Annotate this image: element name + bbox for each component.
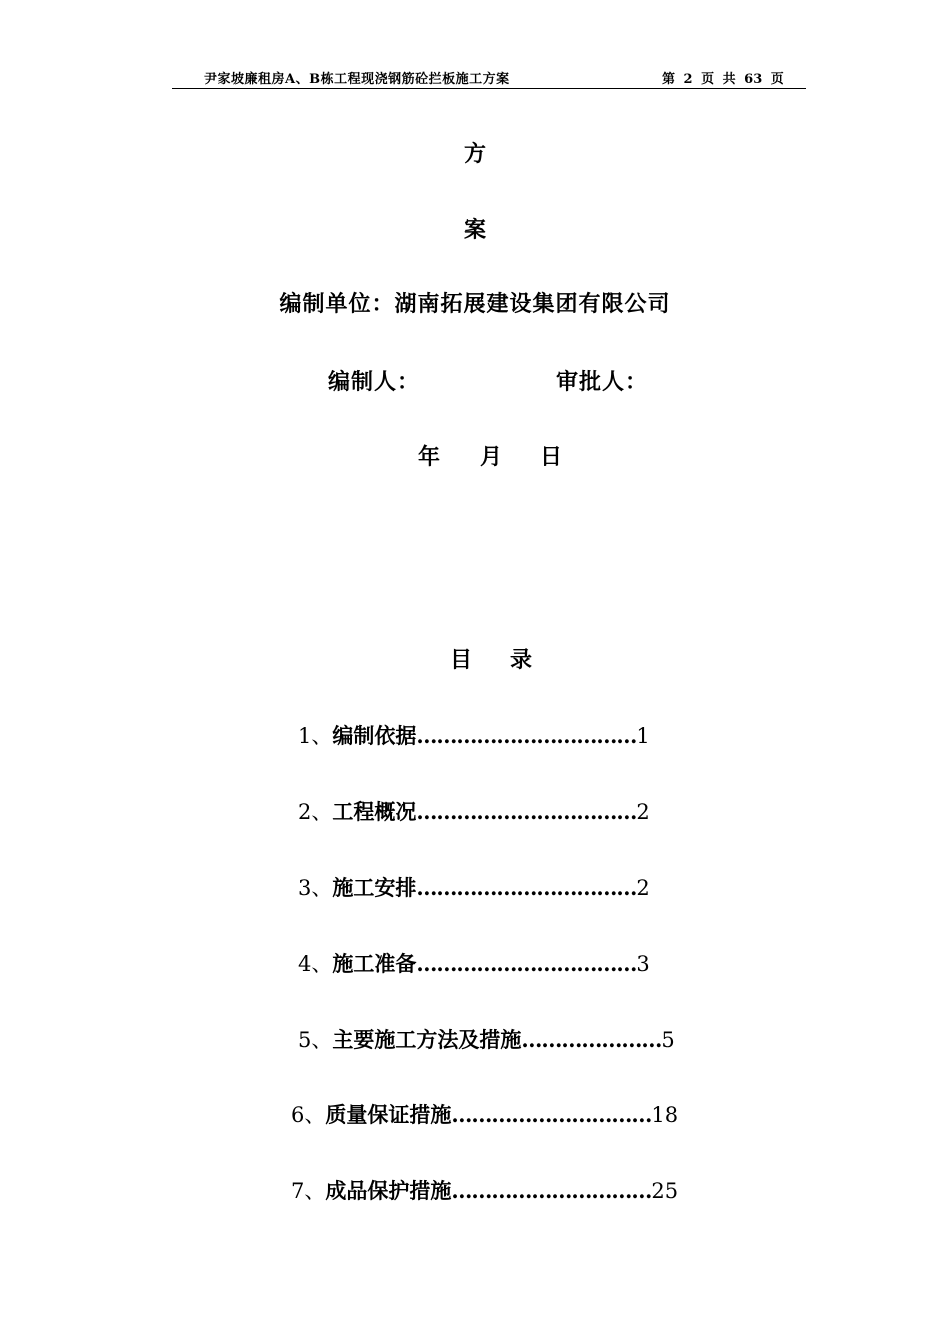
page-header xyxy=(172,64,806,89)
date-month: 月 xyxy=(480,444,503,470)
toc-item xyxy=(298,948,650,978)
toc-item-number: 3、 xyxy=(298,876,333,900)
toc-title xyxy=(0,643,950,673)
toc-item-leader: …………………………… xyxy=(416,799,637,824)
cover-title-char-2: 案 xyxy=(463,217,486,243)
header-page-number: 第 2 页 共 63 页 xyxy=(662,72,784,87)
toc-item-leader: …………………………… xyxy=(416,723,637,748)
toc-item-label: 质量保证措施 xyxy=(325,1102,452,1127)
toc-item-leader: ………………………… xyxy=(451,1178,652,1203)
toc-item-leader: ………………… xyxy=(521,1027,662,1052)
toc-item-label: 工程概况 xyxy=(332,799,417,824)
toc-item-number: 6、 xyxy=(291,1103,326,1127)
toc-item xyxy=(298,796,650,826)
toc-item-number: 2、 xyxy=(298,800,333,824)
toc-item xyxy=(291,1099,678,1129)
toc-title-char-2: 录 xyxy=(510,647,533,673)
toc-item-label: 主要施工方法及措施 xyxy=(332,1027,522,1052)
toc-item-leader: ………………………… xyxy=(451,1102,652,1127)
toc-item-page: 2 xyxy=(636,800,650,824)
toc-title-char-1: 目 xyxy=(450,647,473,673)
toc-item-number: 5、 xyxy=(298,1028,333,1052)
date-row xyxy=(0,440,950,470)
toc-item-label: 成品保护措施 xyxy=(325,1178,452,1203)
toc-item xyxy=(291,1175,678,1205)
toc-item-leader: …………………………… xyxy=(416,951,637,976)
signers-row xyxy=(0,365,950,395)
toc-item-page: 3 xyxy=(636,952,650,976)
author-label: 编制人： xyxy=(328,369,421,395)
date-day: 日 xyxy=(540,444,563,470)
toc-item-page: 2 xyxy=(636,876,650,900)
approver-label: 审批人： xyxy=(556,369,649,395)
toc-item-page: 5 xyxy=(661,1028,675,1052)
toc-item-label: 施工安排 xyxy=(332,875,417,900)
header-title: 尹家坡廉租房A、B栋工程现浇钢筋砼拦板施工方案 xyxy=(204,72,510,87)
toc-item-number: 7、 xyxy=(291,1179,326,1203)
toc-item-label: 施工准备 xyxy=(332,951,417,976)
toc-item-page: 18 xyxy=(651,1103,679,1127)
date-year: 年 xyxy=(418,444,441,470)
toc-item-number: 4、 xyxy=(298,952,333,976)
compiling-unit: 编制单位：湖南拓展建设集团有限公司 xyxy=(279,291,671,317)
toc-item-number: 1、 xyxy=(298,724,333,748)
toc-item-leader: …………………………… xyxy=(416,875,637,900)
toc-item xyxy=(298,720,650,750)
toc-item xyxy=(298,1024,675,1054)
cover-title-char-1: 方 xyxy=(463,141,486,167)
toc-item xyxy=(298,872,650,902)
toc-item-page: 25 xyxy=(651,1179,679,1203)
toc-item-label: 编制依据 xyxy=(332,723,417,748)
toc-item-page: 1 xyxy=(636,724,650,748)
